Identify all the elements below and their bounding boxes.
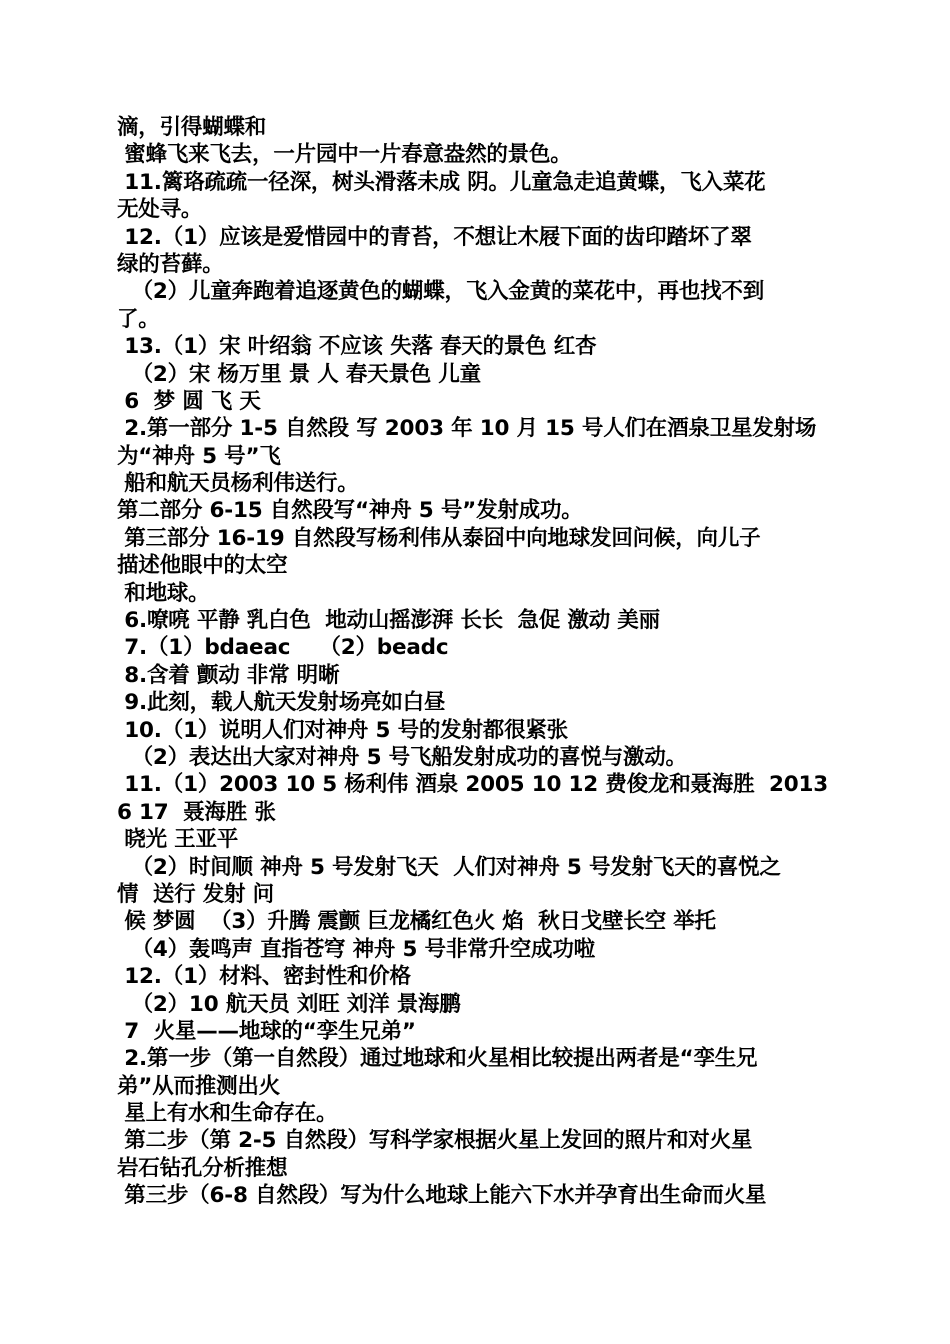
text-line: 6.嘹喨 平静 乳白色 地动山摇澎湃 长长 急促 激动 美丽 [117,608,660,634]
text-line: 和地球。 [117,580,210,606]
text-line: （2）10 航天员 刘旺 刘洋 景海鹏 [117,991,461,1017]
text-line: 第三步（6-8 自然段）写为什么地球上能六下水并孕育出生命而火星 [117,1183,767,1209]
text-line: 11.篱珞疏疏一径深，树头滑落未成 阴。儿童急走追黄蝶，飞入菜花 [117,169,766,195]
answer-text-block [117,114,837,1210]
text-line: 了。 [117,306,160,332]
text-line: 候 梦圆 （3）升腾 震颤 巨龙橘红色火 焰 秋日戈壁长空 举托 [117,909,716,935]
text-line: 晓光 王亚平 [117,827,239,853]
text-line: 2.第一部分 1-5 自然段 写 2003 年 10 月 15 号人们在酒泉卫星发射场 [117,416,817,442]
text-line: 描述他眼中的太空 [117,553,288,579]
text-line: （2）表达出大家对神舟 5 号飞船发射成功的喜悦与激动。 [117,744,687,770]
text-line: 绿的苔藓。 [117,251,224,277]
text-line: （2）时间顺 神舟 5 号发射飞天 人们对神舟 5 号发射飞天的喜悦之 [117,854,781,880]
text-line: 情 送行 发射 问 [117,881,274,907]
text-line: （2）儿童奔跑着追逐黄色的蝴蝶，飞入金黄的菜花中，再也找不到 [117,279,765,305]
text-line: 8.含着 颤动 非常 明晰 [117,662,340,688]
text-line: 11.（1）2003 10 5 杨利伟 酒泉 2005 10 12 费俊龙和聂海胜 2013 [117,772,829,798]
section-heading: 7 火星——地球的“孪生兄弟” [117,1018,416,1044]
text-line: 13.（1）宋 叶绍翁 不应该 失落 春天的景色 红杏 [117,334,597,360]
text-line: （4）轰鸣声 直指苍穹 神舟 5 号非常升空成功啦 [117,936,595,962]
text-line: 为“神舟 5 号”飞 [117,443,281,469]
text-line: 星上有水和生命存在。 [117,1101,338,1127]
text-line: 12.（1）材料、密封性和价格 [117,964,411,990]
text-line: 船和航天员杨利伟送行。 [117,471,359,497]
text-line: 7.（1）bdaeac （2）beadc [117,635,449,661]
text-line: 第三部分 16-19 自然段写杨利伟从泰囧中向地球发回问候，向儿子 [117,525,761,551]
text-line: 第二步（第 2-5 自然段）写科学家根据火星上发回的照片和对火星 [117,1128,753,1154]
section-heading: 6 梦 圆 飞 天 [117,388,261,414]
text-line: 2.第一步（第一自然段）通过地球和火星相比较提出两者是“孪生兄 [117,1046,758,1072]
text-line: 第二部分 6-15 自然段写“神舟 5 号”发射成功。 [117,498,583,524]
text-line: 10.（1）说明人们对神舟 5 号的发射都很紧张 [117,717,568,743]
text-line: 9.此刻，载人航天发射场亮如白昼 [117,690,446,716]
text-line: 无处寻。 [117,197,203,223]
text-line: 岩石钻孔分析推想 [117,1155,288,1181]
text-line: 滴，引得蝴蝶和 [117,115,267,140]
text-line: 12.（1）应该是爱惜园中的青苔，不想让木屐下面的齿印踏坏了翠 [117,224,752,250]
text-line: 6 17 聂海胜 张 [117,799,276,825]
text-line: 蜜蜂飞来飞去，一片园中一片春意盎然的景色。 [117,142,572,168]
text-line: （2）宋 杨万里 景 人 春天景色 儿童 [117,361,481,387]
text-line: 弟”从而推测出火 [117,1073,281,1099]
